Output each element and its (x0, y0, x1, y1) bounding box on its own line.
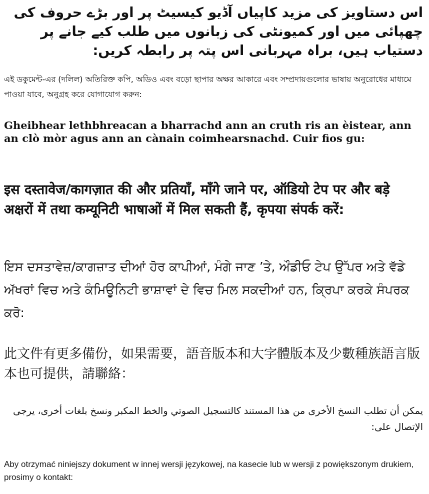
punjabi-paragraph: ਇਸ ਦਸਤਾਵੇਜ਼/ਕਾਗਜ਼ਾਤ ਦੀਆਂ ਹੋਰ ਕਾਪੀਆਂ, ਮੰਗੇ ਜਾਣ ’ਤੇ, ਔਡੀਓ ਟੇਪ ਉੱਪਰ ਅਤੇ ਵੱਡੇ ਅੱਖਰਾਂ ਵਿਚ ਅਤੇ ਕੰਮਿਊਨਿਟੀ ਭਾਸ਼ਾਵਾਂ ਦੇ ਵਿਚ ਮਿਲ ਸਕਦੀਆਂ ਹਨ, ਕ੍ਰਿਪਾ ਕਰਕੇ ਸੰਪਰਕ ਕਰੋ: (4, 259, 410, 320)
gaelic-paragraph: Gheibhear lethbhreacan a bharrachd ann an cruth ris an èistear, ann an clò mòr agus ann an cànain coimhearsnachd. Cuir fios gu: (4, 120, 412, 145)
urdu-paragraph: اس دستاویز کی مزید کاپیاں آڈیو کیسیٹ پر اور بڑے حروف کی چھپائی میں اور کمیونٹی کی زبانوں میں طلب کیے جانے پر دستیاب ہیں، براہ مہربانی اس پتہ پر رابطہ کریں: (13, 5, 423, 59)
polish-paragraph: Aby otrzymać niniejszy dokument w innej wersji językowej, na kasecie lub w wersji z powiększonym drukiem, prosimy o kontakt: (4, 459, 414, 482)
bengali-paragraph: এই ডকুমেন্ট-এর (দলিল) অতিরিক্ত কপি, অডিও এবং বড়ো ছাপার অক্ষর আকারে এবং সম্প্রদায়গুলোর ভাষায় অনুরোধের মাধ্যমে পাওয়া যাবে, অনুগ্রহ করে যোগাযোগ করুন: (4, 75, 412, 99)
chinese-paragraph: 此文件有更多備份，如果需要，語音版本和大字體版本及少數種族語言版本也可提供，請聯絡： (4, 347, 421, 382)
arabic-paragraph: يمكن أن تطلب النسخ الأخرى من هذا المستند كالتسجيل الصوتي والخط المكبر ونسخ بلغات أخرى، يرجى الإتصال على: (13, 406, 423, 433)
hindi-paragraph: इस दस्तावेज/कागज़ात की और प्रतियाँ, माँगे जाने पर, ऑडियो टेप पर और बड़े अक्षरों में तथा कम्यूनिटी भाषाओं में मिल सकती हैं, कृपया संपर्क करें: (4, 182, 390, 218)
